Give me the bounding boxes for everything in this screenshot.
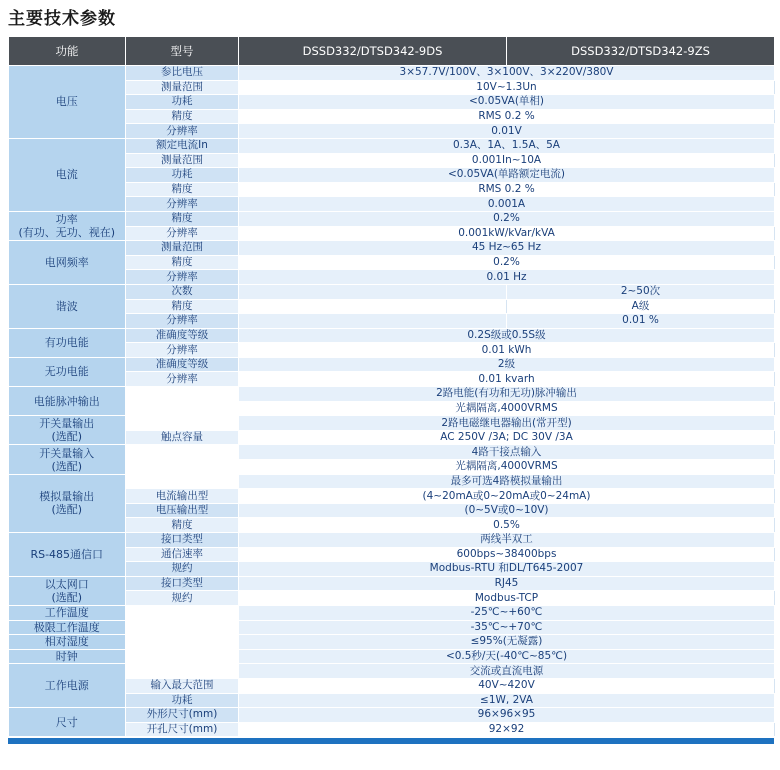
function-cell [9, 605, 126, 620]
model-param-cell [126, 445, 239, 460]
value-cell: Modbus-TCP [239, 591, 775, 606]
model-param-cell: 接口类型 [126, 576, 239, 591]
table-row [9, 416, 775, 431]
model-param-cell: 参比电压 [126, 66, 239, 81]
table-row [9, 605, 775, 620]
value-cell: 光耦隔离,4000VRMS [239, 401, 775, 416]
value-cell: 0.3A、1A、1.5A、5A [239, 138, 775, 153]
header-model-9zs: DSSD332/DTSD342-9ZS [507, 37, 775, 66]
table-row [9, 708, 775, 723]
value-cell: RMS 0.2 % [239, 109, 775, 124]
model-param-cell: 精度 [126, 182, 239, 197]
value-cell: 40V~420V [239, 678, 775, 693]
model-param-cell [126, 635, 239, 650]
table-row [9, 445, 775, 460]
value-cell: -25℃~+60℃ [239, 605, 775, 620]
model-param-cell: 输入最大范围 [126, 678, 239, 693]
function-cell [9, 284, 126, 328]
function-label: 谐波 [55, 299, 78, 313]
table-row [9, 387, 775, 402]
model-param-cell: 接口类型 [126, 533, 239, 548]
function-label: 模拟量输出 [39, 490, 95, 504]
model-param-cell: 测量范围 [126, 153, 239, 168]
model-param-cell: 分辨率 [126, 372, 239, 387]
table-row [9, 66, 775, 81]
value-cell: 0.5% [239, 518, 775, 533]
value-cell-9ds [239, 299, 507, 314]
model-param-cell [126, 416, 239, 431]
spec-table [8, 36, 775, 737]
value-cell: RMS 0.2 % [239, 182, 775, 197]
model-param-cell: 测量范围 [126, 241, 239, 256]
function-label: 工作温度 [44, 606, 89, 620]
value-cell: ≤95%(无凝露) [239, 635, 775, 650]
model-param-cell [126, 474, 239, 489]
model-param-cell [126, 387, 239, 402]
value-cell: 0.2S级或0.5S级 [239, 328, 775, 343]
model-param-cell: 精度 [126, 109, 239, 124]
model-param-cell [126, 664, 239, 679]
value-cell: 4路干接点输入 [239, 445, 775, 460]
value-cell: AC 250V /3A; DC 30V /3A [239, 430, 775, 445]
function-label: 功率 [55, 213, 78, 227]
value-cell: 92×92 [239, 722, 775, 737]
function-label: (选配) [51, 503, 83, 517]
function-label: 电能脉冲输出 [33, 394, 100, 408]
model-param-cell: 分辨率 [126, 343, 239, 358]
function-cell [9, 708, 126, 737]
page-title: 主要技术参数 [8, 9, 116, 29]
table-row [9, 620, 775, 635]
function-label: 无功电能 [44, 365, 89, 379]
model-param-cell: 规约 [126, 562, 239, 577]
value-cell: <0.05VA(单相) [239, 95, 775, 110]
function-cell [9, 416, 126, 445]
function-label: 以太网口 [44, 577, 89, 591]
table-row [9, 635, 775, 650]
function-cell [9, 533, 126, 577]
value-cell: 最多可选4路模拟量输出 [239, 474, 775, 489]
header-model-9ds: DSSD332/DTSD342-9DS [239, 37, 507, 66]
value-cell: 2路电能(有功和无功)脉冲输出 [239, 387, 775, 402]
value-cell: 600bps~38400bps [239, 547, 775, 562]
value-cell: (4~20mA或0~20mA或0~24mA) [239, 489, 775, 504]
value-cell: 交流或直流电源 [239, 664, 775, 679]
header-model: 型号 [126, 37, 239, 66]
value-cell: <0.05VA(单路额定电流) [239, 168, 775, 183]
model-param-cell: 精度 [126, 299, 239, 314]
model-param-cell: 分辨率 [126, 124, 239, 139]
function-label: RS-485通信口 [30, 547, 104, 561]
model-param-cell: 电压输出型 [126, 503, 239, 518]
model-param-cell: 分辨率 [126, 270, 239, 285]
table-row [9, 649, 775, 664]
function-cell [9, 387, 126, 416]
model-param-cell: 精度 [126, 211, 239, 226]
model-param-cell: 分辨率 [126, 226, 239, 241]
model-param-cell: 开孔尺寸(mm) [126, 722, 239, 737]
model-param-cell: 功耗 [126, 95, 239, 110]
value-cell: 2级 [239, 357, 775, 372]
value-cell: 两线半双工 [239, 533, 775, 548]
function-label: 电流 [55, 168, 78, 182]
model-param-cell [126, 401, 239, 416]
table-row [9, 474, 775, 489]
table-row [9, 241, 775, 256]
function-cell [9, 474, 126, 532]
value-cell: 0.001A [239, 197, 775, 212]
function-label: 相对湿度 [44, 635, 89, 649]
function-cell [9, 635, 126, 650]
model-param-cell [126, 460, 239, 475]
model-param-cell: 精度 [126, 518, 239, 533]
value-cell: 96×96×95 [239, 708, 775, 723]
model-param-cell: 精度 [126, 255, 239, 270]
value-cell: 0.2% [239, 255, 775, 270]
value-cell: 0.01 kWh [239, 343, 775, 358]
function-label: (选配) [51, 430, 83, 444]
model-param-cell: 通信速率 [126, 547, 239, 562]
table-row [9, 284, 775, 299]
model-param-cell [126, 605, 239, 620]
table-row [9, 328, 775, 343]
value-cell-9zs: 0.01 % [507, 314, 775, 329]
table-row [9, 576, 775, 591]
function-label: (有功、无功、视在) [18, 226, 116, 240]
table-row [9, 211, 775, 226]
model-param-cell [126, 620, 239, 635]
model-param-cell: 外形尺寸(mm) [126, 708, 239, 723]
model-param-cell: 规约 [126, 591, 239, 606]
value-cell: 0.2% [239, 211, 775, 226]
function-cell [9, 211, 126, 240]
value-cell: 0.01 Hz [239, 270, 775, 285]
function-cell [9, 66, 126, 139]
function-cell [9, 649, 126, 664]
model-param-cell: 准确度等级 [126, 328, 239, 343]
function-label: 时钟 [55, 650, 78, 664]
function-label: 有功电能 [44, 336, 89, 350]
model-param-cell: 测量范围 [126, 80, 239, 95]
value-cell: 0.01 kvarh [239, 372, 775, 387]
table-row [9, 664, 775, 679]
model-param-cell: 功耗 [126, 693, 239, 708]
function-cell [9, 357, 126, 386]
function-cell [9, 664, 126, 708]
value-cell: <0.5秒/天(-40℃~85℃) [239, 649, 775, 664]
model-param-cell: 准确度等级 [126, 357, 239, 372]
model-param-cell: 额定电流In [126, 138, 239, 153]
table-row [9, 138, 775, 153]
value-cell-9ds [239, 314, 507, 329]
function-label: 尺寸 [55, 715, 78, 729]
function-label: 电网频率 [44, 256, 89, 270]
model-param-cell: 次数 [126, 284, 239, 299]
value-cell: ≤1W, 2VA [239, 693, 775, 708]
spec-table-body [9, 66, 775, 737]
value-cell: 10V~1.3Un [239, 80, 775, 95]
function-label: 电压 [55, 95, 78, 109]
value-cell: (0~5V或0~10V) [239, 503, 775, 518]
function-label: (选配) [51, 459, 83, 473]
model-param-cell: 分辨率 [126, 197, 239, 212]
value-cell: Modbus-RTU 和DL/T645-2007 [239, 562, 775, 577]
function-label: 开关量输出 [39, 417, 95, 431]
value-cell: 光耦隔离,4000VRMS [239, 460, 775, 475]
function-cell [9, 241, 126, 285]
model-param-cell: 分辨率 [126, 314, 239, 329]
model-param-cell: 电流输出型 [126, 489, 239, 504]
value-cell: 3×57.7V/100V、3×100V、3×220V/380V [239, 66, 775, 81]
function-label: (选配) [51, 590, 83, 604]
value-cell-9zs: 2~50次 [507, 284, 775, 299]
value-cell-9zs: A级 [507, 299, 775, 314]
function-label: 开关量输入 [39, 446, 95, 460]
table-row [9, 533, 775, 548]
bottom-accent-bar [8, 738, 774, 744]
header-function: 功能 [9, 37, 126, 66]
function-label: 极限工作温度 [33, 620, 100, 634]
value-cell: 0.001kW/kVar/kVA [239, 226, 775, 241]
value-cell: 45 Hz~65 Hz [239, 241, 775, 256]
function-cell [9, 445, 126, 474]
value-cell: 0.01V [239, 124, 775, 139]
value-cell: 0.001In~10A [239, 153, 775, 168]
function-cell [9, 576, 126, 605]
function-label: 工作电源 [44, 679, 89, 693]
function-cell [9, 620, 126, 635]
model-param-cell: 功耗 [126, 168, 239, 183]
value-cell: RJ45 [239, 576, 775, 591]
value-cell: 2路电磁继电器输出(常开型) [239, 416, 775, 431]
table-header-row [9, 37, 775, 66]
model-param-cell: 触点容量 [126, 430, 239, 445]
value-cell-9ds [239, 284, 507, 299]
function-cell [9, 138, 126, 211]
function-cell [9, 328, 126, 357]
model-param-cell [126, 649, 239, 664]
table-row [9, 357, 775, 372]
value-cell: -35℃~+70℃ [239, 620, 775, 635]
